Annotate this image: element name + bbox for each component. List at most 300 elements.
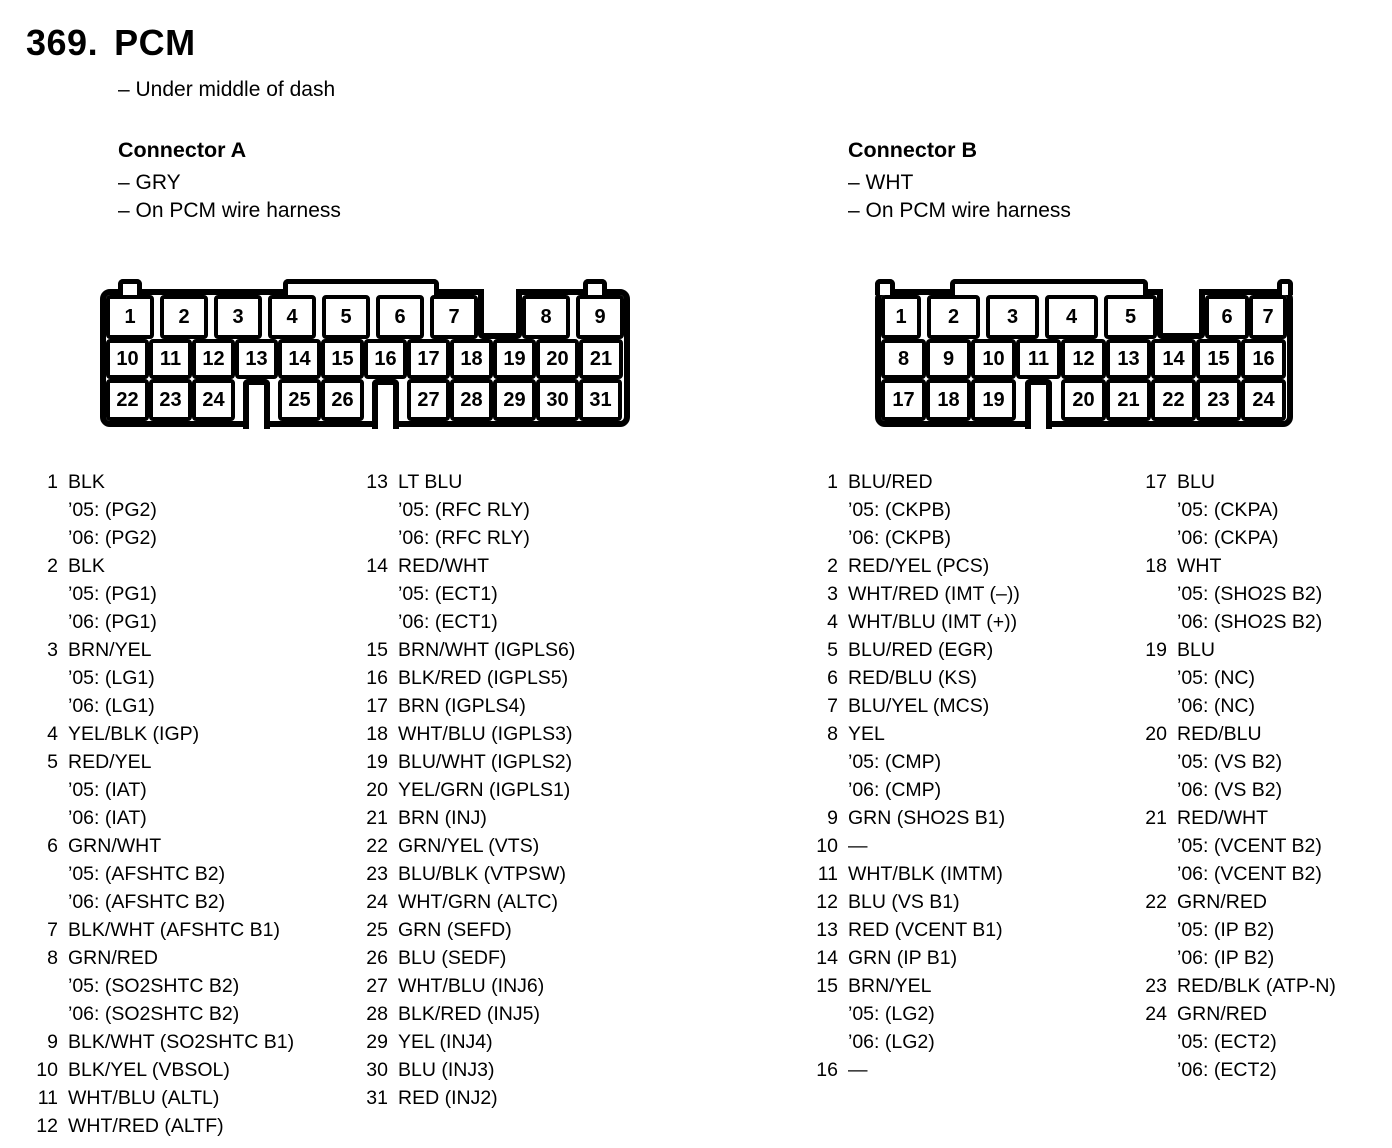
- connector-pin-cell: 10: [106, 339, 149, 379]
- pin-year-line: ’05: (SO2SHTC B2): [68, 975, 240, 997]
- pin-entry: [810, 972, 1155, 1056]
- pin-wire-info: [398, 552, 498, 636]
- pin-wire-info: [848, 916, 1003, 944]
- pin-year-line: ’05: (AFSHTC B2): [68, 863, 226, 885]
- pin-entry: [360, 944, 705, 972]
- connector-pin-cell: 1: [881, 295, 921, 339]
- pin-wire-info: [68, 636, 155, 720]
- pin-entry: [810, 944, 1155, 972]
- pin-wire-color: BLK/RED (IGPLS5): [398, 667, 569, 689]
- connector-pin-cell: 14: [278, 339, 321, 379]
- connector-pin-cell: 16: [1241, 339, 1286, 379]
- pin-wire-color: BLK/RED (INJ5): [398, 1003, 540, 1025]
- pin-wire-info: [1177, 804, 1322, 888]
- pin-number: 8: [47, 947, 58, 969]
- pin-number: 17: [366, 695, 388, 717]
- connector-pin-cell: 4: [1045, 295, 1098, 339]
- pin-year-line: ’05: (LG1): [68, 667, 155, 689]
- pin-entry: [30, 1056, 375, 1084]
- pin-wire-info: [398, 860, 566, 888]
- pin-year-line: ’05: (ECT2): [1177, 1031, 1277, 1053]
- connector-pin-row: [106, 379, 624, 421]
- pin-year-line: ’05: (LG2): [848, 1003, 935, 1025]
- pin-wire-info: [848, 468, 951, 552]
- connector-pin-cell: 3: [986, 295, 1039, 339]
- pin-wire-info: [398, 468, 530, 552]
- pin-entry: [1139, 888, 1392, 972]
- pin-year-line: ’06: (IAT): [68, 807, 147, 829]
- pin-entry: [30, 1028, 375, 1056]
- pin-number: 8: [827, 723, 838, 745]
- pin-wire-color: WHT/BLU (IGPLS3): [398, 723, 573, 745]
- pin-wire-info: [398, 944, 506, 972]
- pin-year-line: ’06: (VCENT B2): [1177, 863, 1322, 885]
- connector-pin-cell: 26: [321, 379, 364, 421]
- connector-pin-cell: 30: [536, 379, 579, 421]
- pin-wire-info: [68, 1028, 294, 1056]
- pin-year-line: ’05: (IP B2): [1177, 919, 1275, 941]
- pin-number: 7: [827, 695, 838, 717]
- pin-wire-info: [1177, 1000, 1277, 1084]
- pin-number: 16: [816, 1059, 838, 1081]
- connector-b-diagram: [875, 289, 1293, 427]
- pin-wire-info: [1177, 468, 1279, 552]
- pin-year-line: ’06: (SHO2S B2): [1177, 611, 1323, 633]
- pin-entry: [810, 1056, 1155, 1084]
- connector-pin-cell: 14: [1151, 339, 1196, 379]
- location-note: – Under middle of dash: [118, 78, 336, 101]
- pin-wire-color: BLU/RED (EGR): [848, 639, 994, 661]
- pin-entry: [360, 860, 705, 888]
- pin-wire-color: GRN (SHO2S B1): [848, 807, 1006, 829]
- pin-wire-color: WHT/BLU (INJ6): [398, 975, 545, 997]
- pin-wire-color: BLU/WHT (IGPLS2): [398, 751, 573, 773]
- pin-wire-color: RED (VCENT B1): [848, 919, 1003, 941]
- pin-wire-info: [848, 972, 935, 1056]
- pin-year-line: ’06: (IP B2): [1177, 947, 1275, 969]
- pin-entry: [810, 692, 1155, 720]
- connector-pin-cell: 9: [576, 295, 624, 339]
- pin-wire-color: BRN (IGPLS4): [398, 695, 526, 717]
- connector-gap: [399, 379, 407, 421]
- pin-entry: [360, 972, 705, 1000]
- pin-entry: [360, 1084, 705, 1112]
- connector-key-tab: [583, 279, 607, 295]
- pin-wire-info: [398, 1028, 493, 1056]
- pin-year-line: ’05: (SHO2S B2): [1177, 583, 1323, 605]
- pin-wire-color: WHT/BLU (ALTL): [68, 1087, 220, 1109]
- pin-year-line: ’06: (LG1): [68, 695, 155, 717]
- pin-year-line: ’06: (RFC RLY): [398, 527, 530, 549]
- pin-entry: [360, 888, 705, 916]
- pin-number: 14: [366, 555, 388, 577]
- pin-wire-info: [848, 664, 977, 692]
- connector-pin-cell: 22: [1151, 379, 1196, 421]
- connector-gap: [235, 379, 243, 421]
- connector-b-note-color: – WHT: [848, 171, 914, 194]
- connector-key-tab: [283, 279, 439, 295]
- pin-entry: [30, 944, 375, 1028]
- pin-wire-info: [68, 916, 280, 944]
- pin-year-line: ’06: (CMP): [848, 779, 942, 801]
- pin-entry: [360, 1056, 705, 1084]
- pin-wire-color: WHT/RED (ALTF): [68, 1115, 224, 1137]
- pin-entry: [360, 1028, 705, 1056]
- connector-pin-cell: 24: [192, 379, 235, 421]
- pin-wire-color: BLK/YEL (VBSOL): [68, 1059, 230, 1081]
- pin-number: 24: [1145, 1003, 1167, 1025]
- pin-entry: [360, 664, 705, 692]
- pin-wire-info: [398, 832, 539, 860]
- connector-pin-cell: 20: [536, 339, 579, 379]
- connector-pin-cell: 27: [407, 379, 450, 421]
- pin-number: 10: [36, 1059, 58, 1081]
- pin-wire-color: —: [848, 1059, 868, 1081]
- pin-wire-color: BLK/WHT (SO2SHTC B1): [68, 1031, 295, 1053]
- pin-wire-info: [848, 804, 1005, 832]
- connector-pin-cell: 31: [579, 379, 622, 421]
- pin-wire-color: RED/WHT: [398, 555, 489, 577]
- connector-a-note-color: – GRY: [118, 171, 181, 194]
- pin-number: 3: [47, 639, 58, 661]
- connector-pin-cell: 6: [1205, 295, 1249, 339]
- pin-entry: [1139, 468, 1392, 552]
- connector-pin-cell: 8: [881, 339, 926, 379]
- pin-entry: [1139, 1000, 1392, 1084]
- pin-number: 9: [47, 1031, 58, 1053]
- pin-wire-color: GRN/RED: [68, 947, 158, 969]
- connector-a-pin-list-col1: [30, 468, 375, 1140]
- pin-number: 5: [47, 751, 58, 773]
- pin-entry: [1139, 804, 1392, 888]
- pin-wire-info: [848, 1056, 868, 1084]
- pin-wire-info: [68, 1084, 219, 1112]
- connector-pin-cell: 15: [1196, 339, 1241, 379]
- pin-number: 28: [366, 1003, 388, 1025]
- pin-year-line: ’05: (CKPA): [1177, 499, 1279, 521]
- pin-wire-info: [848, 888, 960, 916]
- connector-gap: [1052, 379, 1061, 421]
- pin-entry: [810, 804, 1155, 832]
- pin-number: 4: [827, 611, 838, 633]
- pin-entry: [1139, 552, 1392, 636]
- connector-pin-cell: 13: [235, 339, 278, 379]
- pin-number: 2: [47, 555, 58, 577]
- pin-entry: [810, 552, 1155, 580]
- pin-wire-color: RED/WHT: [1177, 807, 1268, 829]
- pin-wire-color: RED/BLK (ATP-N): [1177, 975, 1336, 997]
- connector-pin-cell: 2: [927, 295, 980, 339]
- pin-year-line: ’06: (PG2): [68, 527, 157, 549]
- pin-wire-color: YEL (INJ4): [398, 1031, 493, 1053]
- pin-wire-info: [848, 860, 1003, 888]
- connector-pin-cell: 20: [1061, 379, 1106, 421]
- pin-wire-info: [398, 692, 526, 720]
- pin-entry: [360, 468, 705, 552]
- pin-wire-info: [848, 608, 1017, 636]
- pin-number: 23: [1145, 975, 1167, 997]
- pin-entry: [360, 748, 705, 776]
- connector-b-pin-list-col1: [810, 468, 1155, 1084]
- connector-notch-bottom-icon: [243, 379, 270, 429]
- pin-wire-color: BLU/RED: [848, 471, 933, 493]
- connector-pin-cell: 21: [1106, 379, 1151, 421]
- connector-pin-cell: 1: [106, 295, 154, 339]
- pin-wire-info: [848, 636, 993, 664]
- pin-number: 16: [366, 667, 388, 689]
- pin-wire-color: BLU: [1177, 639, 1215, 661]
- connector-pin-row: [881, 295, 1287, 339]
- connector-pin-cell: 16: [364, 339, 407, 379]
- connector-pin-cell: 12: [1061, 339, 1106, 379]
- pin-wire-info: [68, 832, 225, 916]
- pin-wire-info: [398, 888, 558, 916]
- connector-pin-cell: 8: [522, 295, 570, 339]
- pin-number: 13: [366, 471, 388, 493]
- pin-year-line: ’06: (PG1): [68, 611, 157, 633]
- connector-pin-cell: 5: [322, 295, 370, 339]
- pin-number: 21: [1145, 807, 1167, 829]
- pin-wire-info: [848, 944, 957, 972]
- connector-gap: [270, 379, 278, 421]
- pin-wire-color: WHT/RED (IMT (–)): [848, 583, 1020, 605]
- connector-a-diagram: [100, 289, 630, 427]
- pin-wire-info: [1177, 720, 1282, 804]
- connector-pin-row: [881, 339, 1287, 379]
- connector-gap: [1016, 379, 1025, 421]
- pin-wire-info: [68, 1112, 224, 1140]
- connector-pin-cell: 18: [450, 339, 493, 379]
- pin-entry: [30, 720, 375, 748]
- pin-wire-info: [398, 1000, 540, 1028]
- connector-a-heading: Connector A: [118, 138, 247, 162]
- connector-pin-row: [106, 295, 624, 339]
- pin-number: 14: [816, 947, 838, 969]
- pin-wire-color: BRN/WHT (IGPLS6): [398, 639, 576, 661]
- connector-pin-cell: 11: [1016, 339, 1061, 379]
- pin-wire-color: RED/BLU: [1177, 723, 1262, 745]
- pin-wire-color: GRN (IP B1): [848, 947, 958, 969]
- pin-number: 11: [817, 863, 838, 885]
- pin-year-line: ’05: (NC): [1177, 667, 1256, 689]
- connector-pin-cell: 28: [450, 379, 493, 421]
- connector-pin-cell: 24: [1241, 379, 1286, 421]
- pin-wire-color: BLK: [68, 471, 105, 493]
- pin-entry: [360, 1000, 705, 1028]
- page-title-name: PCM: [114, 22, 196, 63]
- pin-wire-info: [848, 580, 1020, 608]
- pin-wire-color: BLU (VS B1): [848, 891, 960, 913]
- pin-wire-color: WHT/BLU (IMT (+)): [848, 611, 1018, 633]
- pin-year-line: ’06: (ECT2): [1177, 1059, 1277, 1081]
- pin-number: 27: [366, 975, 388, 997]
- pin-number: 13: [816, 919, 838, 941]
- pin-wire-color: YEL/GRN (IGPLS1): [398, 779, 571, 801]
- connector-key-tab: [118, 279, 142, 295]
- pin-wire-color: RED/YEL: [68, 751, 152, 773]
- pin-wire-color: RED/BLU (KS): [848, 667, 977, 689]
- connector-pin-cell: 22: [106, 379, 149, 421]
- pin-wire-info: [398, 1084, 498, 1112]
- pin-wire-color: BLK: [68, 555, 105, 577]
- pin-entry: [810, 860, 1155, 888]
- page-title: [26, 22, 196, 64]
- pin-year-line: ’05: (PG1): [68, 583, 157, 605]
- pin-wire-info: [398, 972, 544, 1000]
- pin-entry: [810, 916, 1155, 944]
- connector-a-note-harness: – On PCM wire harness: [118, 199, 341, 222]
- pin-entry: [30, 832, 375, 916]
- connector-pin-cell: 19: [971, 379, 1016, 421]
- connector-gap: [364, 379, 372, 421]
- connector-b-heading: Connector B: [848, 138, 977, 162]
- pin-wire-color: GRN/RED: [1177, 1003, 1267, 1025]
- pin-number: 5: [827, 639, 838, 661]
- pin-year-line: ’05: (PG2): [68, 499, 157, 521]
- connector-notch-top-icon: [1157, 289, 1205, 339]
- connector-pin-cell: 17: [881, 379, 926, 421]
- connector-pin-cell: 17: [407, 339, 450, 379]
- connector-pin-cell: 7: [430, 295, 478, 339]
- pin-entry: [30, 636, 375, 720]
- connector-pin-cell: 18: [926, 379, 971, 421]
- pin-entry: [810, 636, 1155, 664]
- pin-entry: [30, 1084, 375, 1112]
- pin-number: 6: [827, 667, 838, 689]
- pin-number: 24: [366, 891, 388, 913]
- pin-entry: [360, 636, 705, 664]
- pin-wire-info: [848, 720, 941, 804]
- pin-wire-color: BLU (SEDF): [398, 947, 507, 969]
- pin-wire-color: BLU/BLK (VTPSW): [398, 863, 566, 885]
- pin-entry: [360, 720, 705, 748]
- pin-wire-info: [398, 748, 572, 776]
- pin-number: 6: [47, 835, 58, 857]
- pin-wire-color: RED (INJ2): [398, 1087, 498, 1109]
- pin-wire-color: BLU: [1177, 471, 1215, 493]
- connector-pin-row: [106, 339, 624, 379]
- pin-wire-info: [848, 692, 989, 720]
- connector-pin-cell: 23: [149, 379, 192, 421]
- connector-pin-cell: 19: [493, 339, 536, 379]
- pin-wire-info: [1177, 972, 1336, 1000]
- connector-b-pin-list-col2: [1139, 468, 1392, 1084]
- pin-number: 22: [366, 835, 388, 857]
- pin-wire-color: BLU (INJ3): [398, 1059, 495, 1081]
- pin-wire-info: [1177, 636, 1255, 720]
- pin-entry: [360, 552, 705, 636]
- pin-wire-info: [398, 664, 568, 692]
- pin-year-line: ’06: (SO2SHTC B2): [68, 1003, 240, 1025]
- page-title-number: 369.: [26, 22, 99, 63]
- pin-year-line: ’06: (AFSHTC B2): [68, 891, 226, 913]
- pin-number: 4: [47, 723, 58, 745]
- connector-key-tab: [950, 279, 1148, 295]
- pin-wire-info: [68, 468, 157, 552]
- pin-number: 12: [816, 891, 838, 913]
- pin-entry: [360, 832, 705, 860]
- connector-key-tab: [875, 279, 895, 295]
- pin-entry: [30, 468, 375, 552]
- pin-wire-color: BRN/YEL: [68, 639, 152, 661]
- pin-year-line: ’06: (NC): [1177, 695, 1256, 717]
- pin-number: 25: [366, 919, 388, 941]
- pin-year-line: ’06: (ECT1): [398, 611, 498, 633]
- pin-year-line: ’05: (CKPB): [848, 499, 951, 521]
- pin-wire-color: GRN (SEFD): [398, 919, 512, 941]
- pin-year-line: ’05: (VS B2): [1177, 751, 1283, 773]
- pin-wire-info: [1177, 552, 1322, 636]
- pin-wire-info: [1177, 888, 1274, 972]
- connector-pin-cell: 7: [1249, 295, 1287, 339]
- connector-pin-cell: 5: [1104, 295, 1157, 339]
- pin-year-line: ’06: (CKPA): [1177, 527, 1279, 549]
- connector-pin-cell: 10: [971, 339, 1016, 379]
- connector-a-pin-list-col2: [360, 468, 705, 1112]
- pin-number: 20: [1145, 723, 1167, 745]
- pin-entry: [30, 748, 375, 832]
- pin-wire-info: [398, 720, 572, 748]
- pin-number: 9: [827, 807, 838, 829]
- pin-wire-color: BLU/YEL (MCS): [848, 695, 990, 717]
- pin-number: 18: [366, 723, 388, 745]
- pin-wire-color: YEL/BLK (IGP): [68, 723, 200, 745]
- pin-number: 10: [816, 835, 838, 857]
- pin-number: 19: [366, 751, 388, 773]
- pin-number: 15: [816, 975, 838, 997]
- connector-notch-top-icon: [478, 289, 522, 339]
- connector-pin-cell: 2: [160, 295, 208, 339]
- pin-number: 2: [827, 555, 838, 577]
- pin-wire-color: WHT/GRN (ALTC): [398, 891, 558, 913]
- pin-number: 19: [1145, 639, 1167, 661]
- pin-number: 17: [1145, 471, 1167, 493]
- pin-wire-color: WHT/BLK (IMTM): [848, 863, 1003, 885]
- pin-wire-color: GRN/WHT: [68, 835, 162, 857]
- connector-notch-bottom-icon: [372, 379, 399, 429]
- pin-number: 22: [1145, 891, 1167, 913]
- pin-wire-info: [848, 552, 989, 580]
- pin-number: 30: [366, 1059, 388, 1081]
- pin-wire-info: [68, 944, 239, 1028]
- connector-pin-cell: 13: [1106, 339, 1151, 379]
- pin-entry: [360, 776, 705, 804]
- pin-number: 11: [37, 1087, 58, 1109]
- pin-wire-color: GRN/YEL (VTS): [398, 835, 540, 857]
- pin-wire-info: [398, 636, 575, 664]
- pin-wire-info: [398, 1056, 494, 1084]
- pin-year-line: ’05: (RFC RLY): [398, 499, 530, 521]
- pin-entry: [810, 664, 1155, 692]
- pin-entry: [810, 608, 1155, 636]
- connector-pin-cell: 29: [493, 379, 536, 421]
- pin-entry: [810, 580, 1155, 608]
- pin-wire-info: [68, 552, 157, 636]
- pin-entry: [360, 692, 705, 720]
- pin-entry: [30, 1112, 375, 1140]
- pin-entry: [810, 720, 1155, 804]
- pin-wire-info: [68, 748, 151, 832]
- pin-entry: [1139, 636, 1392, 720]
- pin-entry: [810, 888, 1155, 916]
- pin-number: 21: [366, 807, 388, 829]
- pin-number: 26: [366, 947, 388, 969]
- pin-wire-color: WHT: [1177, 555, 1222, 577]
- pin-entry: [360, 916, 705, 944]
- pin-entry: [1139, 972, 1392, 1000]
- pin-entry: [810, 832, 1155, 860]
- pin-entry: [30, 916, 375, 944]
